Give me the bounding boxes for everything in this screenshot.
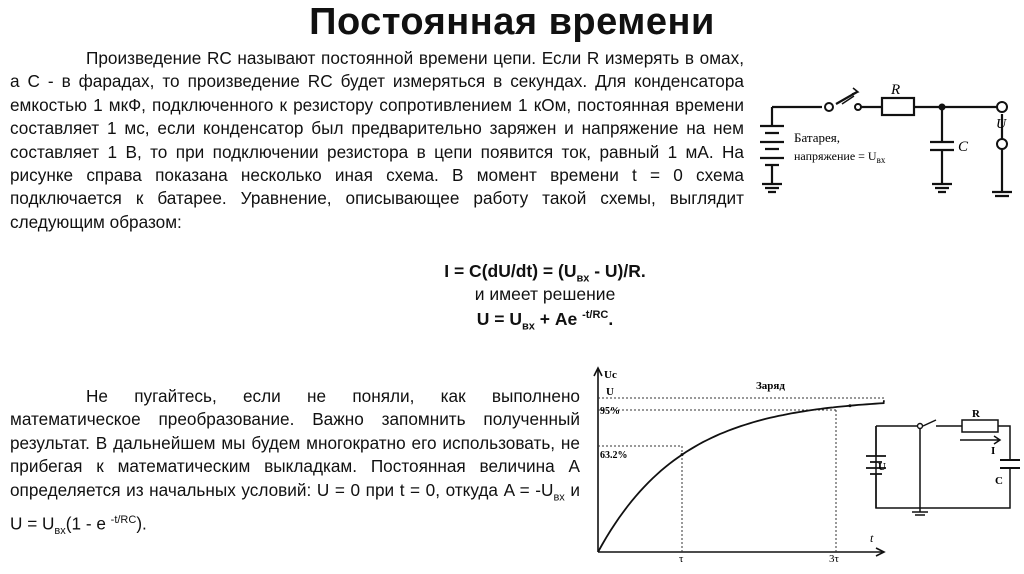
tick-3tau-label: 3τ [829, 553, 839, 564]
resistor-label: R [891, 82, 901, 98]
y-axis-label: Uc [604, 369, 617, 381]
intro-paragraph: Произведение RC называют постоянной времени цепи. Если R измерять в омах, а C - в фарадах, то произведение RC будет измеряться в секундах. Для конденсатора емкостью 1 мкФ, подключенного к резистору сопротивлением 1 кОм, постоянная времени составляет 1 мс, если конденсатор был предварительно заряжен и напряжение на нем составляет 1 В, то при подключении резистора в цепи появится ток, равный 1 мА. На рисунке справа показана несколько иная схема. В момент времени t = 0 схема подключается к батарее. Уравнение, описывающее работу такой схемы, выглядит следующим образом: [10, 48, 744, 232]
curve-point [681, 453, 684, 456]
level-95-label: 95% [600, 406, 620, 417]
solution-equation: $U = U_{вх} + Ae$ $^{-t/RC}$. [476, 308, 614, 333]
charging-circuit-diagram [850, 400, 1020, 530]
capacitor-label: C [958, 139, 969, 155]
current-equation: $I = C(dU/dt) = (U_{вх} - U)/R$. [444, 261, 646, 285]
explanation-paragraph: Не пугайтесь, если не поняли, как выполнено математическое преобразование. Важно запомнить полученный результат. В дальнейшем мы будем многократно его использовать, не прибегая к математическим выкладкам. Постоянная величина A определяется из начальных условий: U = 0 при t = 0, откуда $A = -U_{вх}$ и $U = U_{вх}(1 - e$ $^{-t/RC}$). [10, 386, 580, 538]
x-axis-label: t [870, 531, 874, 545]
resistor2-label: R [972, 408, 980, 420]
chart-title: Заряд [756, 380, 785, 392]
asymptote-label: U [606, 386, 614, 398]
tick-tau-label: τ [679, 553, 684, 564]
slide-title: Постоянная времени [309, 1, 715, 43]
output-label: U [996, 117, 1007, 132]
solution-caption: и имеет решение [474, 284, 616, 304]
battery-label-line1: Батарея, [794, 130, 841, 145]
capacitor2-label: C [995, 475, 1003, 487]
charge-curve [598, 400, 884, 552]
level-63-label: 63.2% [600, 450, 628, 461]
rc-circuit-diagram [752, 64, 1017, 199]
current-label: I [991, 445, 996, 457]
battery-label-line2: напряжение = $U_{вх}$ [794, 149, 886, 165]
source-label: U [878, 461, 886, 473]
